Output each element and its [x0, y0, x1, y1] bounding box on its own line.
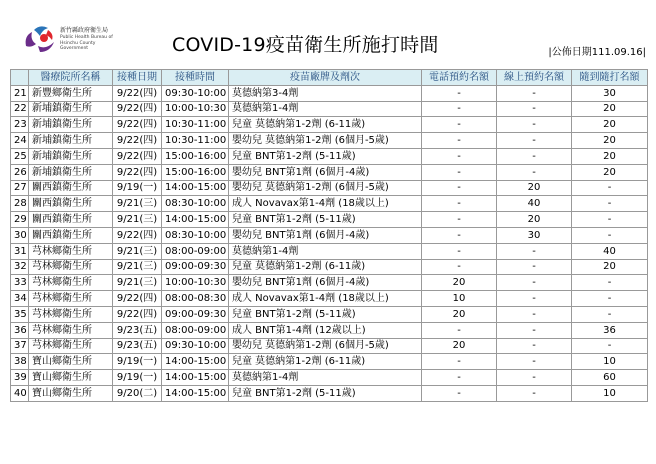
phone-booking-quota: -	[422, 164, 497, 180]
clinic-name: 寶山鄉衛生所	[29, 354, 113, 370]
vaccine-brand-dose: 嬰幼兒 BNT第1劑 (6個月-4歲)	[229, 164, 422, 180]
online-booking-quota: -	[497, 322, 572, 338]
table-row	[11, 85, 648, 101]
column-header: 隨到隨打名額	[572, 70, 648, 86]
vaccination-date: 9/21(三)	[113, 196, 162, 212]
table-row	[11, 338, 648, 354]
clinic-name: 關西鎮衛生所	[29, 212, 113, 228]
vaccination-time: 08:00-08:30	[162, 291, 229, 307]
phone-booking-quota: -	[422, 354, 497, 370]
online-booking-quota: 20	[497, 212, 572, 228]
online-booking-quota: -	[497, 243, 572, 259]
clinic-name: 新埔鎮衛生所	[29, 133, 113, 149]
phone-booking-quota: -	[422, 212, 497, 228]
vaccination-date: 9/22(四)	[113, 227, 162, 243]
clinic-name: 芎林鄉衛生所	[29, 322, 113, 338]
vaccination-date: 9/19(一)	[113, 370, 162, 386]
online-booking-quota: -	[497, 133, 572, 149]
table-row	[11, 259, 648, 275]
vaccination-date: 9/23(五)	[113, 322, 162, 338]
online-booking-quota: 30	[497, 227, 572, 243]
phone-booking-quota: 20	[422, 275, 497, 291]
vaccine-brand-dose: 嬰幼兒 BNT第1劑 (6個月-4歲)	[229, 275, 422, 291]
phone-booking-quota: -	[422, 133, 497, 149]
column-header: 醫療院所名稱	[29, 70, 113, 86]
phone-booking-quota: 10	[422, 291, 497, 307]
row-number: 22	[11, 101, 29, 117]
clinic-name: 關西鎮衛生所	[29, 180, 113, 196]
vaccination-date: 9/20(二)	[113, 385, 162, 401]
table-row	[11, 196, 648, 212]
vaccination-date: 9/22(四)	[113, 148, 162, 164]
vaccine-brand-dose: 嬰幼兒 BNT第1劑 (6個月-4歲)	[229, 227, 422, 243]
vaccination-time: 09:30-10:00	[162, 338, 229, 354]
vaccination-time: 10:30-11:00	[162, 133, 229, 149]
org-name-english-line: Public Health Bureau of	[60, 35, 113, 40]
vaccination-schedule-table	[10, 69, 648, 402]
online-booking-quota: -	[497, 85, 572, 101]
vaccination-time: 10:30-11:00	[162, 117, 229, 133]
table-row	[11, 180, 648, 196]
clinic-name: 新豐鄉衛生所	[29, 85, 113, 101]
walk-in-quota: -	[572, 227, 648, 243]
online-booking-quota: -	[497, 117, 572, 133]
walk-in-quota: 40	[572, 243, 648, 259]
vaccination-date: 9/22(四)	[113, 101, 162, 117]
row-number: 39	[11, 370, 29, 386]
clinic-name: 芎林鄉衛生所	[29, 291, 113, 307]
table-row	[11, 212, 648, 228]
phone-booking-quota: -	[422, 117, 497, 133]
vaccination-time: 09:00-09:30	[162, 259, 229, 275]
vaccination-date: 9/19(一)	[113, 180, 162, 196]
clinic-name: 新埔鎮衛生所	[29, 164, 113, 180]
table-row	[11, 101, 648, 117]
row-number: 21	[11, 85, 29, 101]
vaccination-time: 09:30-10:00	[162, 85, 229, 101]
vaccination-date: 9/21(三)	[113, 259, 162, 275]
phone-booking-quota: 20	[422, 338, 497, 354]
row-number: 32	[11, 259, 29, 275]
vaccine-brand-dose: 莫德納第1-4劑	[229, 243, 422, 259]
health-bureau-logo-icon	[22, 24, 56, 54]
row-number: 38	[11, 354, 29, 370]
clinic-name: 寶山鄉衛生所	[29, 370, 113, 386]
table-row	[11, 385, 648, 401]
phone-booking-quota: -	[422, 243, 497, 259]
vaccine-brand-dose: 成人 Novavax第1-4劑 (18歲以上)	[229, 291, 422, 307]
clinic-name: 新埔鎮衛生所	[29, 101, 113, 117]
vaccination-date: 9/22(四)	[113, 85, 162, 101]
column-header: 疫苗廠牌及劑次	[229, 70, 422, 86]
clinic-name: 芎林鄉衛生所	[29, 338, 113, 354]
online-booking-quota: -	[497, 275, 572, 291]
vaccine-brand-dose: 兒童 莫德納第1-2劑 (6-11歲)	[229, 259, 422, 275]
row-number: 24	[11, 133, 29, 149]
walk-in-quota: -	[572, 338, 648, 354]
online-booking-quota: -	[497, 338, 572, 354]
vaccine-brand-dose: 兒童 BNT第1-2劑 (5-11歲)	[229, 306, 422, 322]
vaccine-brand-dose: 莫德納第1-4劑	[229, 101, 422, 117]
vaccination-time: 14:00-15:00	[162, 385, 229, 401]
vaccination-date: 9/22(四)	[113, 133, 162, 149]
walk-in-quota: -	[572, 212, 648, 228]
table-row	[11, 306, 648, 322]
vaccine-brand-dose: 嬰幼兒 莫德納第1-2劑 (6個月-5歲)	[229, 133, 422, 149]
table-row	[11, 148, 648, 164]
online-booking-quota: -	[497, 164, 572, 180]
vaccination-date: 9/22(四)	[113, 306, 162, 322]
clinic-name: 芎林鄉衛生所	[29, 243, 113, 259]
vaccination-time: 08:30-10:00	[162, 227, 229, 243]
vaccine-brand-dose: 兒童 莫德納第1-2劑 (6-11歲)	[229, 117, 422, 133]
row-number: 27	[11, 180, 29, 196]
phone-booking-quota: 20	[422, 306, 497, 322]
page-title: COVID-19疫苗衛生所施打時間	[172, 34, 439, 56]
row-number: 26	[11, 164, 29, 180]
column-header: 電話預約名額	[422, 70, 497, 86]
table-row	[11, 354, 648, 370]
online-booking-quota: -	[497, 101, 572, 117]
row-number: 37	[11, 338, 29, 354]
phone-booking-quota: -	[422, 101, 497, 117]
vaccination-time: 14:00-15:00	[162, 354, 229, 370]
online-booking-quota: -	[497, 291, 572, 307]
walk-in-quota: 20	[572, 259, 648, 275]
vaccination-time: 15:00-16:00	[162, 164, 229, 180]
online-booking-quota: -	[497, 148, 572, 164]
vaccination-date: 9/21(三)	[113, 275, 162, 291]
column-header: 接種時間	[162, 70, 229, 86]
walk-in-quota: -	[572, 291, 648, 307]
vaccination-date: 9/23(五)	[113, 338, 162, 354]
vaccine-brand-dose: 嬰幼兒 莫德納第1-2劑 (6個月-5歲)	[229, 180, 422, 196]
vaccination-date: 9/22(四)	[113, 117, 162, 133]
vaccine-brand-dose: 兒童 BNT第1-2劑 (5-11歲)	[229, 148, 422, 164]
table-row	[11, 370, 648, 386]
walk-in-quota: 60	[572, 370, 648, 386]
vaccine-brand-dose: 嬰幼兒 莫德納第1-2劑 (6個月-5歲)	[229, 338, 422, 354]
clinic-name: 新埔鎮衛生所	[29, 148, 113, 164]
row-number: 25	[11, 148, 29, 164]
table-row	[11, 322, 648, 338]
vaccine-brand-dose: 成人 BNT第1-4劑 (12歲以上)	[229, 322, 422, 338]
online-booking-quota: -	[497, 306, 572, 322]
vaccine-brand-dose: 兒童 BNT第1-2劑 (5-11歲)	[229, 385, 422, 401]
page-header	[0, 0, 656, 68]
online-booking-quota: -	[497, 354, 572, 370]
walk-in-quota: 20	[572, 164, 648, 180]
phone-booking-quota: -	[422, 370, 497, 386]
table-row	[11, 227, 648, 243]
org-name-english-line: Hsinchu County Government	[60, 40, 96, 51]
phone-booking-quota: -	[422, 196, 497, 212]
clinic-name: 新埔鎮衛生所	[29, 117, 113, 133]
online-booking-quota: -	[497, 385, 572, 401]
table-body	[11, 85, 648, 401]
walk-in-quota: 10	[572, 354, 648, 370]
walk-in-quota: 20	[572, 101, 648, 117]
vaccination-time: 14:00-15:00	[162, 180, 229, 196]
phone-booking-quota: -	[422, 322, 497, 338]
vaccine-brand-dose: 兒童 莫德納第1-2劑 (6-11歲)	[229, 354, 422, 370]
vaccination-time: 10:00-10:30	[162, 101, 229, 117]
vaccine-brand-dose: 兒童 BNT第1-2劑 (5-11歲)	[229, 212, 422, 228]
vaccination-time: 15:00-16:00	[162, 148, 229, 164]
vaccination-time: 09:00-09:30	[162, 306, 229, 322]
vaccination-time: 14:00-15:00	[162, 212, 229, 228]
vaccine-brand-dose: 莫德納第1-4劑	[229, 370, 422, 386]
row-number: 34	[11, 291, 29, 307]
vaccine-brand-dose: 莫德納第3-4劑	[229, 85, 422, 101]
row-number: 33	[11, 275, 29, 291]
column-header: 接種日期	[113, 70, 162, 86]
table-row	[11, 164, 648, 180]
walk-in-quota: -	[572, 180, 648, 196]
clinic-name: 寶山鄉衛生所	[29, 385, 113, 401]
vaccination-time: 14:00-15:00	[162, 370, 229, 386]
row-number: 40	[11, 385, 29, 401]
phone-booking-quota: -	[422, 148, 497, 164]
table-row	[11, 291, 648, 307]
online-booking-quota: -	[497, 370, 572, 386]
walk-in-quota: 20	[572, 133, 648, 149]
row-number: 23	[11, 117, 29, 133]
clinic-name: 芎林鄉衛生所	[29, 275, 113, 291]
publish-date: |公佈日期111.09.16|	[548, 47, 646, 58]
row-number: 30	[11, 227, 29, 243]
phone-booking-quota: -	[422, 227, 497, 243]
vaccination-time: 08:00-09:00	[162, 243, 229, 259]
row-number: 28	[11, 196, 29, 212]
org-name-english	[60, 35, 120, 52]
phone-booking-quota: -	[422, 385, 497, 401]
vaccination-time: 08:30-10:00	[162, 196, 229, 212]
walk-in-quota: -	[572, 306, 648, 322]
walk-in-quota: -	[572, 196, 648, 212]
row-number: 35	[11, 306, 29, 322]
org-name: 新竹縣政府衛生局	[60, 27, 109, 34]
walk-in-quota: 10	[572, 385, 648, 401]
table-row	[11, 133, 648, 149]
vaccination-date: 9/19(一)	[113, 354, 162, 370]
vaccination-date: 9/22(四)	[113, 291, 162, 307]
vaccination-time: 10:00-10:30	[162, 275, 229, 291]
clinic-name: 關西鎮衛生所	[29, 196, 113, 212]
table-row	[11, 275, 648, 291]
clinic-name: 芎林鄉衛生所	[29, 306, 113, 322]
walk-in-quota: 20	[572, 117, 648, 133]
column-header	[11, 70, 29, 86]
online-booking-quota: -	[497, 259, 572, 275]
walk-in-quota: -	[572, 275, 648, 291]
phone-booking-quota: -	[422, 259, 497, 275]
table-row	[11, 243, 648, 259]
phone-booking-quota: -	[422, 180, 497, 196]
table-header-row	[11, 70, 648, 86]
table-row	[11, 117, 648, 133]
column-header: 線上預約名額	[497, 70, 572, 86]
clinic-name: 關西鎮衛生所	[29, 227, 113, 243]
vaccination-date: 9/22(四)	[113, 164, 162, 180]
row-number: 31	[11, 243, 29, 259]
walk-in-quota: 20	[572, 148, 648, 164]
online-booking-quota: 20	[497, 180, 572, 196]
phone-booking-quota: -	[422, 85, 497, 101]
vaccination-date: 9/21(三)	[113, 243, 162, 259]
row-number: 36	[11, 322, 29, 338]
clinic-name: 芎林鄉衛生所	[29, 259, 113, 275]
online-booking-quota: 40	[497, 196, 572, 212]
vaccination-time: 08:00-09:00	[162, 322, 229, 338]
vaccination-date: 9/21(三)	[113, 212, 162, 228]
row-number: 29	[11, 212, 29, 228]
vaccine-brand-dose: 成人 Novavax第1-4劑 (18歲以上)	[229, 196, 422, 212]
walk-in-quota: 30	[572, 85, 648, 101]
walk-in-quota: 36	[572, 322, 648, 338]
